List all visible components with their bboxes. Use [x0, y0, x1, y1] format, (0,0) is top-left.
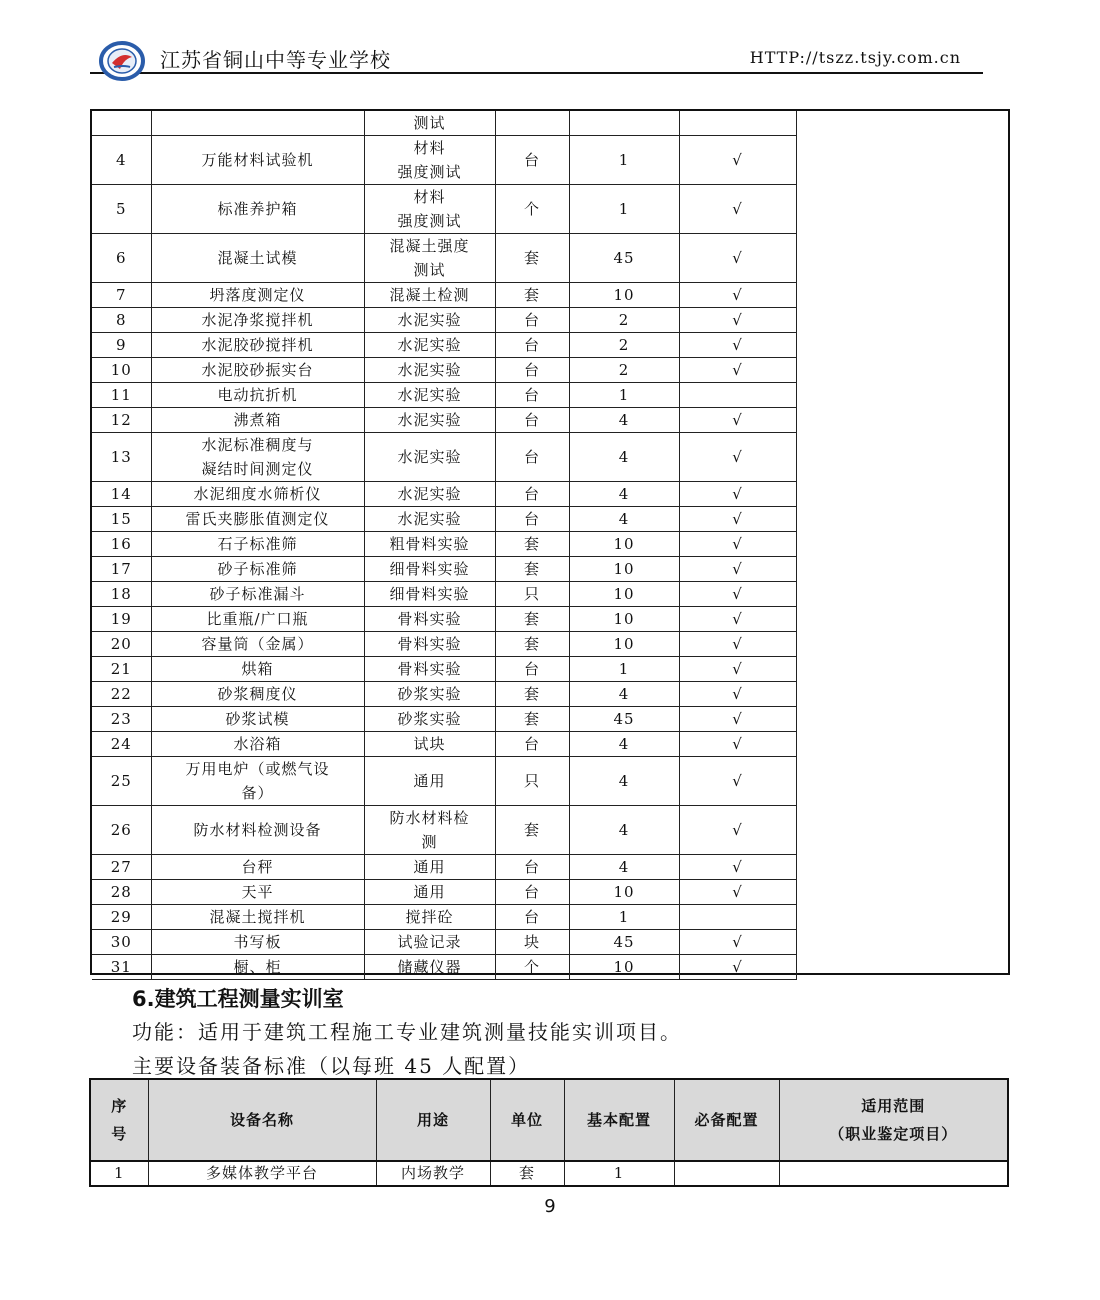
- table-row: [92, 880, 796, 905]
- cell-name: 混凝土试模: [151, 234, 364, 283]
- cell-name: 多媒体教学平台: [148, 1161, 376, 1186]
- header-use: 用途: [376, 1079, 490, 1161]
- cell-no: 16: [92, 532, 151, 557]
- cell-qty: 4: [569, 682, 679, 707]
- cell-unit: 块: [495, 930, 569, 955]
- cell-name: 坍落度测定仪: [151, 283, 364, 308]
- cell-req: √: [679, 308, 796, 333]
- section-title: 6.建筑工程测量实训室: [132, 987, 344, 1011]
- cell-unit: 台: [495, 358, 569, 383]
- cell-use: 水泥实验: [364, 408, 495, 433]
- cell-no: 8: [92, 308, 151, 333]
- cell-use: 搅拌砼: [364, 905, 495, 930]
- cell-name: 混凝土搅拌机: [151, 905, 364, 930]
- cell-req: √: [679, 855, 796, 880]
- cell-qty: 4: [569, 806, 679, 855]
- cell-use: 水泥实验: [364, 333, 495, 358]
- cell-use: 粗骨料实验: [364, 532, 495, 557]
- header-no: 序 号: [90, 1079, 148, 1161]
- cell-use: 水泥实验: [364, 308, 495, 333]
- cell-qty: 4: [569, 433, 679, 482]
- table-row: [92, 582, 796, 607]
- cell-unit: 台: [495, 507, 569, 532]
- cell-no: 7: [92, 283, 151, 308]
- cell-unit: 套: [495, 682, 569, 707]
- cell-unit: 台: [495, 905, 569, 930]
- cell-req: √: [679, 532, 796, 557]
- cell-use: 水泥实验: [364, 433, 495, 482]
- cell-unit: [495, 111, 569, 136]
- cell-no: 27: [92, 855, 151, 880]
- cell-unit: 套: [495, 283, 569, 308]
- cell-qty: 4: [569, 757, 679, 806]
- table-row: [92, 732, 796, 757]
- cell-unit: 套: [495, 632, 569, 657]
- cell-qty: 4: [569, 732, 679, 757]
- cell-use: 砂浆实验: [364, 682, 495, 707]
- cell-req: √: [679, 358, 796, 383]
- cell-use: 防水材料检 测: [364, 806, 495, 855]
- header-unit: 单位: [490, 1079, 564, 1161]
- cell-name: 万用电炉（或燃气设 备）: [151, 757, 364, 806]
- cell-qty: 1: [569, 136, 679, 185]
- cell-no: 4: [92, 136, 151, 185]
- cell-no: 29: [92, 905, 151, 930]
- cell-unit: 套: [495, 557, 569, 582]
- cell-qty: 4: [569, 507, 679, 532]
- cell-use: 细骨料实验: [364, 557, 495, 582]
- school-website: HTTP://tszz.tsjy.com.cn: [749, 48, 961, 67]
- cell-use: 骨料实验: [364, 632, 495, 657]
- cell-qty: 10: [569, 880, 679, 905]
- cell-req: √: [679, 757, 796, 806]
- cell-no: 18: [92, 582, 151, 607]
- cell-qty: 45: [569, 930, 679, 955]
- cell-qty: 4: [569, 408, 679, 433]
- cell-qty: 4: [569, 482, 679, 507]
- cell-req: √: [679, 557, 796, 582]
- table-row: [92, 707, 796, 732]
- table-row: [92, 607, 796, 632]
- cell-unit: 个: [495, 955, 569, 980]
- cell-req: √: [679, 408, 796, 433]
- header-name: 设备名称: [148, 1079, 376, 1161]
- cell-no: 23: [92, 707, 151, 732]
- table-row: [92, 757, 796, 806]
- cell-use: 试块: [364, 732, 495, 757]
- cell-name: 万能材料试验机: [151, 136, 364, 185]
- cell-use: 通用: [364, 880, 495, 905]
- cell-req: √: [679, 185, 796, 234]
- cell-qty: 1: [564, 1161, 674, 1186]
- table-row: [90, 1161, 1008, 1186]
- cell-req: √: [679, 582, 796, 607]
- table-row: [92, 358, 796, 383]
- cell-unit: 套: [495, 607, 569, 632]
- cell-name: 砂浆稠度仪: [151, 682, 364, 707]
- cell-use: 水泥实验: [364, 383, 495, 408]
- table-row: [92, 557, 796, 582]
- equipment-table-continued: [90, 109, 1010, 975]
- section-standard: 主要设备装备标准（以每班 45 人配置）: [132, 1054, 531, 1078]
- cell-req: √: [679, 632, 796, 657]
- cell-qty: 10: [569, 582, 679, 607]
- cell-name: 水泥净浆搅拌机: [151, 308, 364, 333]
- equipment-table: [92, 111, 797, 980]
- cell-use: 通用: [364, 757, 495, 806]
- cell-name: 砂子标准筛: [151, 557, 364, 582]
- header-req: 必备配置: [674, 1079, 779, 1161]
- table-row: [92, 308, 796, 333]
- table-row: [92, 433, 796, 482]
- cell-unit: 台: [495, 136, 569, 185]
- school-logo-icon: [98, 41, 146, 81]
- cell-qty: 45: [569, 707, 679, 732]
- table-row: [92, 905, 796, 930]
- survey-equipment-table: [89, 1078, 1009, 1187]
- cell-qty: 4: [569, 855, 679, 880]
- cell-no: 17: [92, 557, 151, 582]
- cell-no: 22: [92, 682, 151, 707]
- cell-no: 12: [92, 408, 151, 433]
- cell-name: 水泥胶砂搅拌机: [151, 333, 364, 358]
- cell-unit: 个: [495, 185, 569, 234]
- cell-req: √: [679, 955, 796, 980]
- cell-no: 5: [92, 185, 151, 234]
- table-row: [92, 333, 796, 358]
- cell-req: √: [679, 333, 796, 358]
- table-row: [92, 136, 796, 185]
- cell-unit: 套: [495, 707, 569, 732]
- cell-name: [151, 111, 364, 136]
- cell-no: 9: [92, 333, 151, 358]
- table-row: [92, 930, 796, 955]
- table-row: [92, 111, 796, 136]
- cell-no: 24: [92, 732, 151, 757]
- cell-use: 砂浆实验: [364, 707, 495, 732]
- cell-no: 25: [92, 757, 151, 806]
- cell-qty: [569, 111, 679, 136]
- cell-name: 橱、柜: [151, 955, 364, 980]
- cell-unit: 台: [495, 880, 569, 905]
- cell-req: √: [679, 283, 796, 308]
- cell-req: [679, 383, 796, 408]
- cell-req: √: [679, 806, 796, 855]
- table-row: [92, 855, 796, 880]
- table-row: [92, 682, 796, 707]
- cell-unit: 只: [495, 757, 569, 806]
- cell-req: √: [679, 682, 796, 707]
- cell-unit: 台: [495, 657, 569, 682]
- cell-req: [674, 1161, 779, 1186]
- cell-use: 水泥实验: [364, 507, 495, 532]
- cell-name: 容量筒（金属）: [151, 632, 364, 657]
- table-row: [92, 657, 796, 682]
- cell-req: √: [679, 234, 796, 283]
- table-row: [92, 185, 796, 234]
- table-row: [92, 955, 796, 980]
- cell-unit: 套: [495, 234, 569, 283]
- cell-qty: 1: [569, 185, 679, 234]
- cell-unit: 套: [495, 806, 569, 855]
- table-row: [92, 507, 796, 532]
- cell-name: 沸煮箱: [151, 408, 364, 433]
- cell-use: 材料 强度测试: [364, 185, 495, 234]
- cell-name: 雷氏夹膨胀值测定仪: [151, 507, 364, 532]
- cell-qty: 45: [569, 234, 679, 283]
- cell-name: 书写板: [151, 930, 364, 955]
- cell-qty: 10: [569, 532, 679, 557]
- cell-qty: 2: [569, 333, 679, 358]
- cell-no: 11: [92, 383, 151, 408]
- cell-name: 水泥标准稠度与 凝结时间测定仪: [151, 433, 364, 482]
- cell-qty: 1: [569, 657, 679, 682]
- cell-unit: 台: [495, 308, 569, 333]
- cell-use: 骨料实验: [364, 607, 495, 632]
- cell-req: √: [679, 930, 796, 955]
- school-name: 江苏省铜山中等专业学校: [160, 48, 391, 72]
- cell-use: 测试: [364, 111, 495, 136]
- cell-no: 6: [92, 234, 151, 283]
- cell-name: 烘箱: [151, 657, 364, 682]
- table-row: [92, 283, 796, 308]
- cell-name: 标准养护箱: [151, 185, 364, 234]
- cell-use: 储藏仪器: [364, 955, 495, 980]
- table-row: [92, 482, 796, 507]
- cell-use: 骨料实验: [364, 657, 495, 682]
- cell-qty: 10: [569, 283, 679, 308]
- cell-no: 20: [92, 632, 151, 657]
- cell-unit: 只: [495, 582, 569, 607]
- cell-name: 水泥细度水筛析仪: [151, 482, 364, 507]
- cell-unit: 台: [495, 383, 569, 408]
- cell-req: [679, 111, 796, 136]
- cell-no: 19: [92, 607, 151, 632]
- cell-no: 30: [92, 930, 151, 955]
- cell-use: 混凝土强度 测试: [364, 234, 495, 283]
- cell-use: 混凝土检测: [364, 283, 495, 308]
- cell-use: 水泥实验: [364, 358, 495, 383]
- cell-name: 砂子标准漏斗: [151, 582, 364, 607]
- page-header: [90, 38, 983, 74]
- cell-no: [92, 111, 151, 136]
- cell-name: 水泥胶砂振实台: [151, 358, 364, 383]
- cell-use: 细骨料实验: [364, 582, 495, 607]
- cell-unit: 台: [495, 333, 569, 358]
- cell-qty: 10: [569, 632, 679, 657]
- cell-qty: 2: [569, 308, 679, 333]
- cell-unit: 台: [495, 855, 569, 880]
- cell-req: [679, 905, 796, 930]
- cell-req: √: [679, 707, 796, 732]
- cell-scope: [779, 1161, 1008, 1186]
- cell-name: 防水材料检测设备: [151, 806, 364, 855]
- cell-use: 内场教学: [376, 1161, 490, 1186]
- cell-name: 比重瓶/广口瓶: [151, 607, 364, 632]
- cell-use: 通用: [364, 855, 495, 880]
- table-row: [92, 234, 796, 283]
- cell-req: √: [679, 657, 796, 682]
- cell-req: √: [679, 433, 796, 482]
- cell-unit: 台: [495, 482, 569, 507]
- cell-name: 天平: [151, 880, 364, 905]
- table-row: [92, 408, 796, 433]
- cell-name: 石子标准筛: [151, 532, 364, 557]
- cell-no: 21: [92, 657, 151, 682]
- table-row: [92, 806, 796, 855]
- cell-no: 14: [92, 482, 151, 507]
- cell-qty: 2: [569, 358, 679, 383]
- cell-req: √: [679, 136, 796, 185]
- cell-no: 31: [92, 955, 151, 980]
- cell-qty: 10: [569, 955, 679, 980]
- table-row: [92, 632, 796, 657]
- cell-no: 1: [90, 1161, 148, 1186]
- cell-qty: 10: [569, 557, 679, 582]
- cell-no: 15: [92, 507, 151, 532]
- table-header-row: [90, 1079, 1008, 1161]
- cell-no: 13: [92, 433, 151, 482]
- cell-req: √: [679, 607, 796, 632]
- cell-unit: 套: [495, 532, 569, 557]
- table-row: [92, 383, 796, 408]
- cell-req: √: [679, 507, 796, 532]
- cell-no: 10: [92, 358, 151, 383]
- cell-unit: 套: [490, 1161, 564, 1186]
- cell-name: 砂浆试模: [151, 707, 364, 732]
- cell-qty: 10: [569, 607, 679, 632]
- cell-qty: 1: [569, 905, 679, 930]
- cell-use: 水泥实验: [364, 482, 495, 507]
- cell-req: √: [679, 482, 796, 507]
- page-number: 9: [544, 1196, 556, 1217]
- header-scope: 适用范围 （职业鉴定项目）: [779, 1079, 1008, 1161]
- cell-no: 26: [92, 806, 151, 855]
- cell-req: √: [679, 880, 796, 905]
- cell-name: 电动抗折机: [151, 383, 364, 408]
- cell-use: 试验记录: [364, 930, 495, 955]
- cell-req: √: [679, 732, 796, 757]
- cell-name: 水浴箱: [151, 732, 364, 757]
- cell-unit: 台: [495, 732, 569, 757]
- cell-unit: 台: [495, 433, 569, 482]
- cell-use: 材料 强度测试: [364, 136, 495, 185]
- cell-no: 28: [92, 880, 151, 905]
- header-qty: 基本配置: [564, 1079, 674, 1161]
- cell-unit: 台: [495, 408, 569, 433]
- table-row: [92, 532, 796, 557]
- cell-qty: 1: [569, 383, 679, 408]
- cell-name: 台秤: [151, 855, 364, 880]
- section-function: 功能：适用于建筑工程施工专业建筑测量技能实训项目。: [132, 1020, 682, 1044]
